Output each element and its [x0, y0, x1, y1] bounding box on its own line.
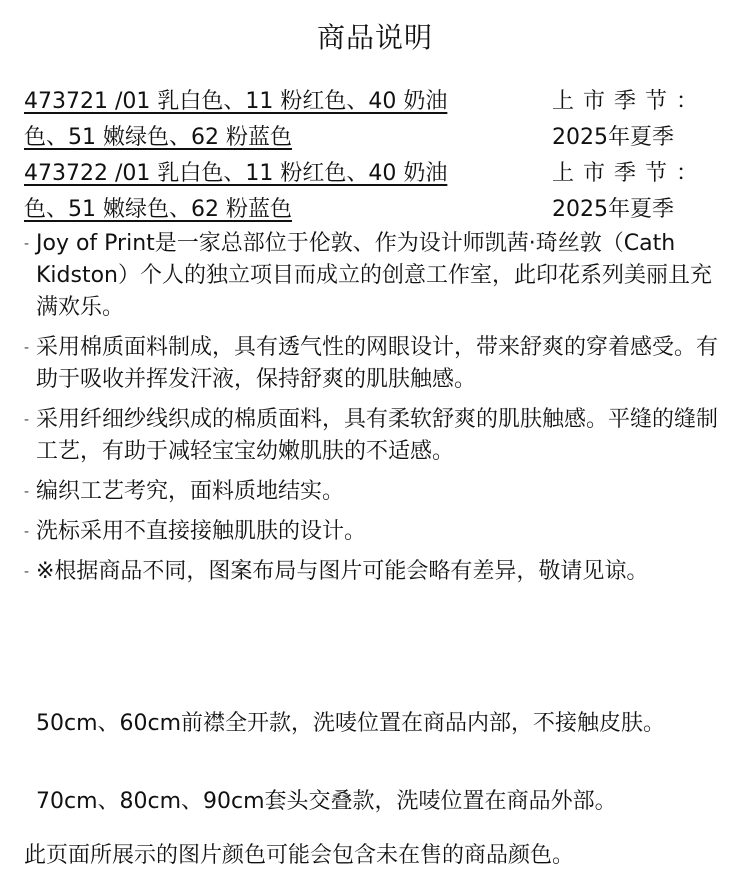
feature-text: 采用棉质面料制成，具有透气性的网眼设计，带来舒爽的穿着感受。有助于吸收并挥发汗液，保持舒爽的肌肤触感。 [36, 335, 719, 392]
product-row [24, 156, 730, 228]
product-row [24, 84, 730, 156]
feature-text: 洗标采用不直接接触肌肤的设计。 [36, 519, 367, 544]
color-disclaimer: 此页面所展示的图片颜色可能会包含未在售的商品颜色。 [24, 843, 575, 868]
feature-item [24, 476, 730, 508]
bullet-dash: - [24, 484, 30, 500]
feature-item [24, 556, 730, 588]
bullet-dash: - [24, 564, 30, 580]
label-position-note-pullover: 70cm、80cm、90cm套头交叠款，洗唛位置在商品外部。 [36, 789, 617, 814]
feature-text: ※根据商品不同，图案布局与图片可能会略有差异，敬请见谅。 [36, 559, 649, 584]
feature-item [24, 404, 730, 468]
release-season-label: 上市季节： [552, 89, 708, 114]
feature-text: 编织工艺考究，面料质地结实。 [36, 479, 345, 504]
release-season-value: 2025年夏季 [552, 197, 674, 222]
label-position-note-open-front: 50cm、60cm前襟全开款，洗唛位置在商品内部，不接触皮肤。 [36, 711, 666, 736]
feature-item [24, 516, 730, 548]
feature-item [24, 228, 730, 324]
product-code-line-1: 473721 /01 乳白色、11 粉红色、40 奶油 [24, 89, 448, 114]
release-season-value: 2025年夏季 [552, 125, 674, 150]
feature-item [24, 332, 730, 396]
bullet-dash: - [24, 236, 30, 252]
product-code-line-2: 色、51 嫩绿色、62 粉蓝色 [24, 125, 292, 150]
feature-text: Joy of Print是一家总部位于伦敦、作为设计师凯茜·琦丝敦（Cath Kidston）个人的独立项目而成立的创意工作室，此印花系列美丽且充满欢乐。 [36, 231, 712, 320]
product-code-line-2: 色、51 嫩绿色、62 粉蓝色 [24, 197, 292, 222]
feature-list [24, 228, 730, 596]
release-season [552, 156, 730, 228]
product-code-link[interactable] [24, 84, 522, 156]
bullet-dash: - [24, 524, 30, 540]
release-season [552, 84, 730, 156]
bullet-dash: - [24, 340, 30, 356]
release-season-label: 上市季节： [552, 161, 708, 186]
page-title: 商品说明 [316, 21, 433, 54]
product-code-link[interactable] [24, 156, 522, 228]
bullet-dash: - [24, 412, 30, 428]
product-code-line-1: 473722 /01 乳白色、11 粉红色、40 奶油 [24, 161, 448, 186]
feature-text: 采用纤细纱线织成的棉质面料，具有柔软舒爽的肌肤触感。平缝的缝制工艺，有助于减轻宝宝幼嫩肌肤的不适感。 [36, 407, 719, 464]
